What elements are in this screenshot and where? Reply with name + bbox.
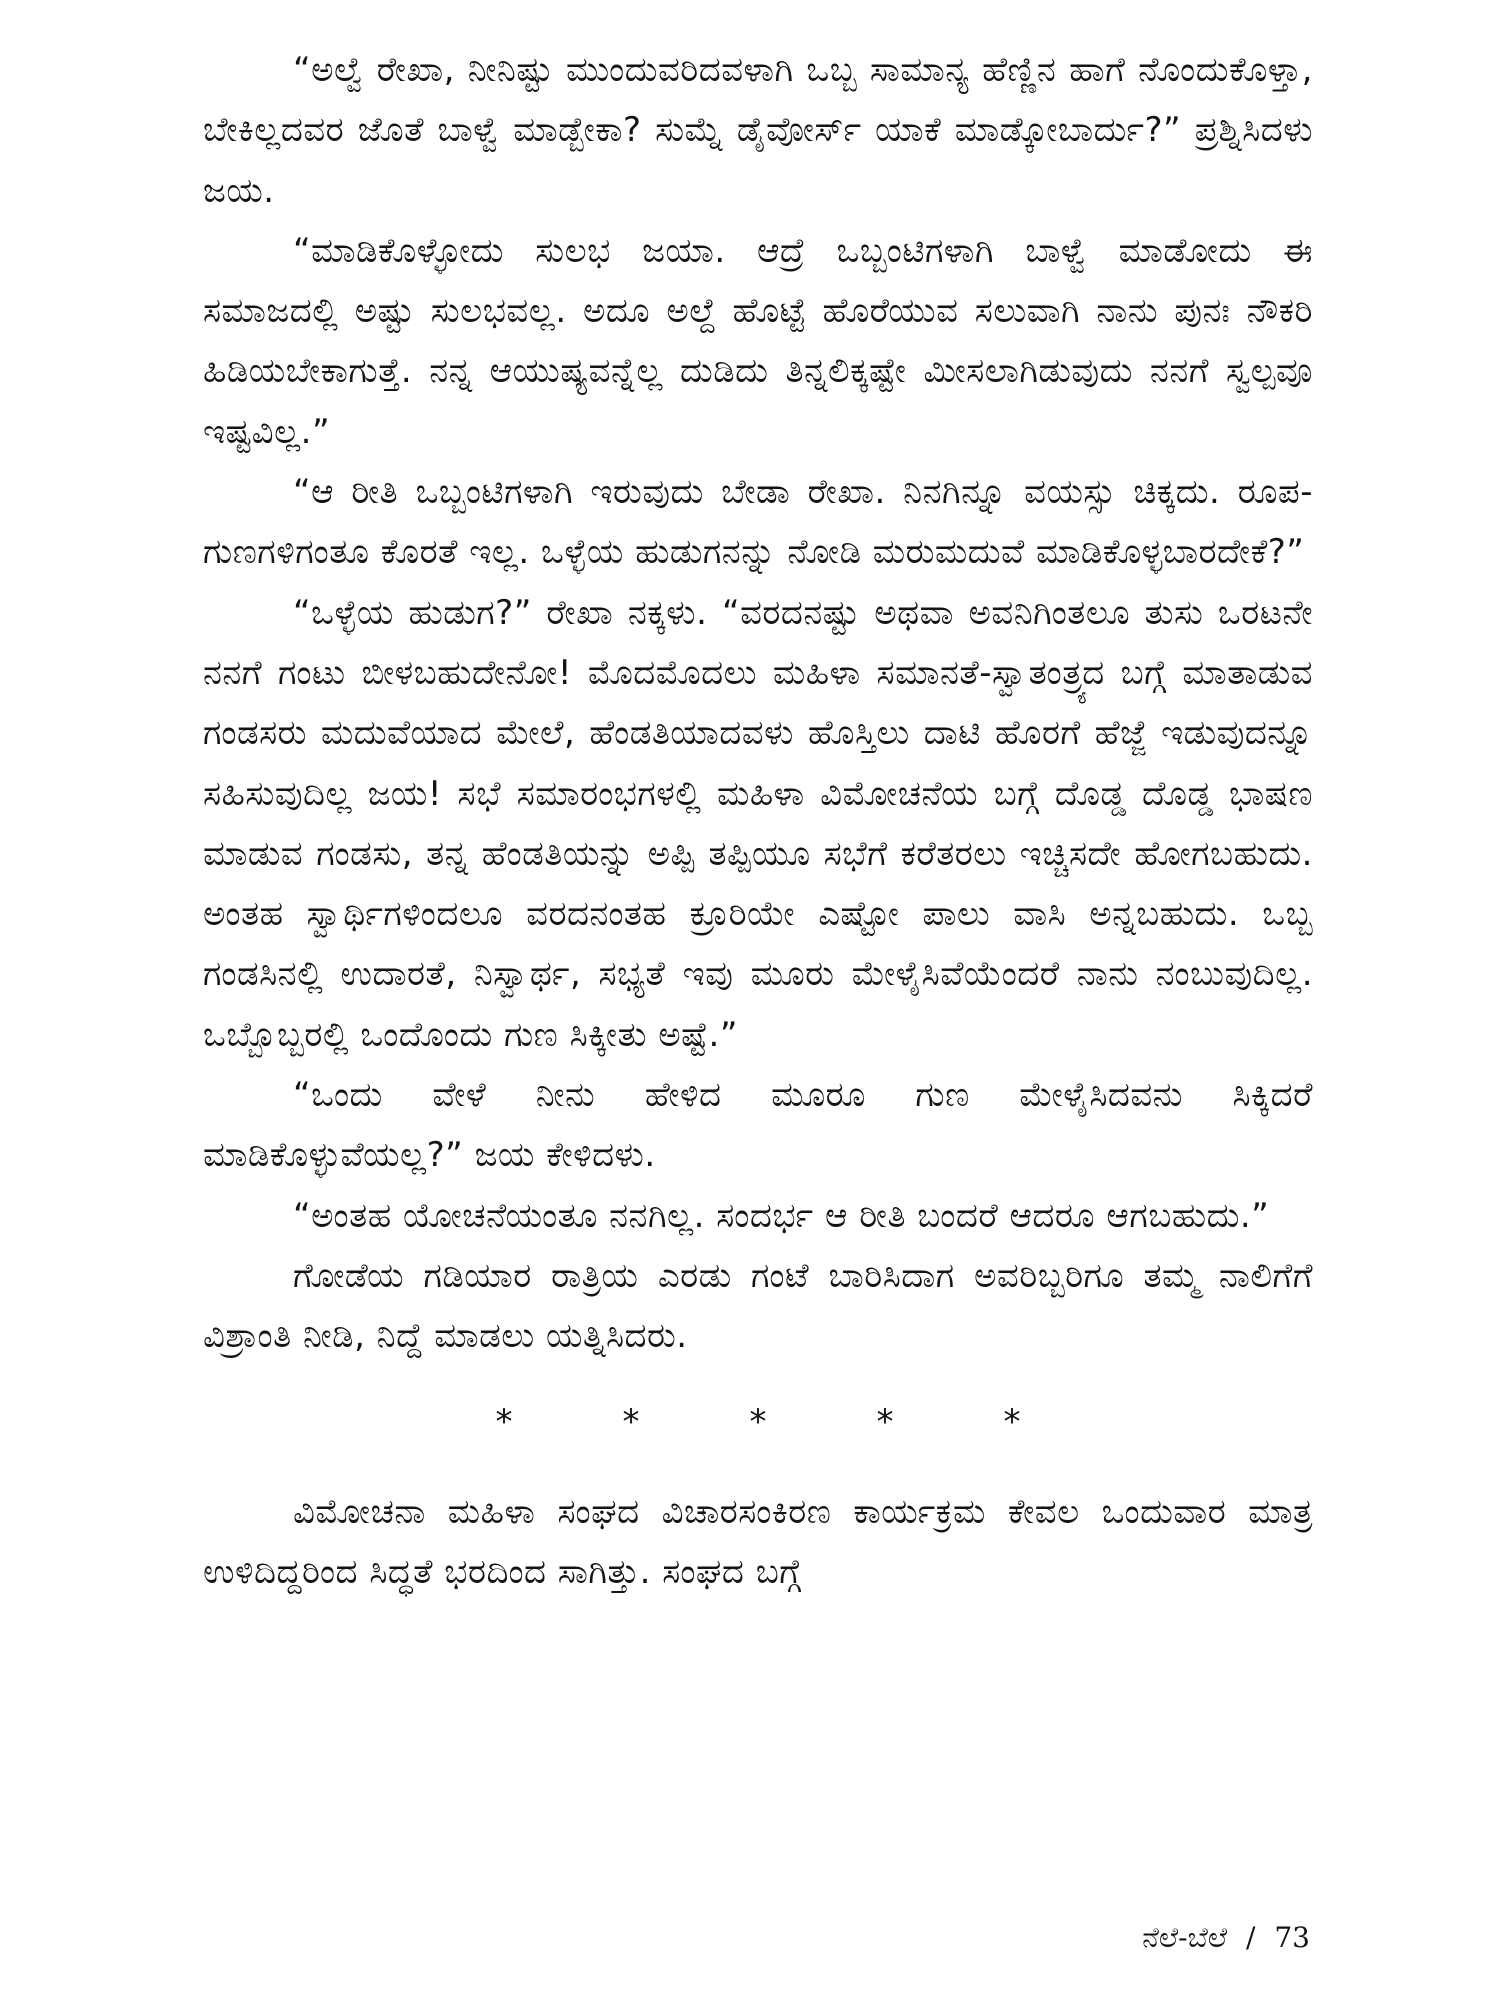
paragraph: “ಅಂತಹ ಯೋಚನೆಯಂತೂ ನನಗಿಲ್ಲ. ಸಂದರ್ಭ ಆ ರೀತಿ ಬಂದರೆ ಆದರೂ ಆಗಬಹುದು.” xyxy=(293,1195,1270,1236)
paragraph: “ಒಂದು ವೇಳೆ ನೀನು ಹೇಳಿದ ಮೂರೂ ಗುಣ ಮೇಳೈಸಿದವನು ಸಿಕ್ಕಿದರೆ ಮಾಡಿಕೊಳ್ಳುವೆಯಲ್ಲ?” ಜಯ ಕೇಳಿದಳು. xyxy=(203,1075,1313,1176)
paragraph: ಗೋಡೆಯ ಗಡಿಯಾರ ರಾತ್ರಿಯ ಎರಡು ಗಂಟೆ ಬಾರಿಸಿದಾಗ ಅವರಿಬ್ಬರಿಗೂ ತಮ್ಮ ನಾಲಿಗೆಗೆ ವಿಶ್ರಾಂತಿ ನೀಡಿ, ನಿದ್ದೆ ಮಾಡಲು ಯತ್ನಿಸಿದರು. xyxy=(203,1255,1313,1357)
separator-asterisk: * xyxy=(495,1401,513,1442)
separator-asterisk: * xyxy=(749,1401,767,1442)
page-number: 73 xyxy=(1274,1921,1310,1954)
paragraph: “ಒಳ್ಳೆಯ ಹುಡುಗ?” ರೇಖಾ ನಕ್ಕಳು. “ವರದನಷ್ಟು ಅಥವಾ ಅವನಿಗಿಂತಲೂ ತುಸು ಒರಟನೇ ನನಗೆ ಗಂಟು ಬೀಳಬಹುದೇನೋ! ಮೊದಮೊದಲು ಮಹಿಳಾ ಸಮಾನತೆ-ಸ್ವಾತಂತ್ರ್ಯದ ಬಗ್ಗೆ ಮಾತಾಡುವ ಗಂಡಸರು ಮದುವೆಯಾದ ಮೇಲೆ, ಹೆಂಡತಿಯಾದವಳು ಹೊಸ್ತಿಲು ದಾಟಿ ಹೊರಗೆ ಹೆಜ್ಜೆ ಇಡುವುದನ್ನೂ ಸಹಿಸುವುದಿಲ್ಲ ಜಯ! ಸಭೆ ಸಮಾರಂಭಗಳಲ್ಲಿ ಮಹಿಳಾ ವಿಮೋಚನೆಯ ಬಗ್ಗೆ ದೊಡ್ಡ ದೊಡ್ಡ ಭಾಷಣ ಮಾಡುವ ಗಂಡಸು, ತನ್ನ ಹೆಂಡತಿಯನ್ನು ಅಪ್ಪಿ ತಪ್ಪಿಯೂ ಸಭೆಗೆ ಕರೆತರಲು ಇಚ್ಚಿಸದೇ ಹೋಗಬಹುದು. ಅಂತಹ ಸ್ವಾರ್ಥಿಗಳಿಂದಲೂ ವರದನಂತಹ ಕ್ರೂರಿಯೇ ಎಷ್ಟೋ ಪಾಲು ವಾಸಿ ಅನ್ನಬಹುದು. ಒಬ್ಬ ಗಂಡಸಿನಲ್ಲಿ ಉದಾರತೆ, ನಿಸ್ವಾರ್ಥ, ಸಭ್ಯತೆ ಇವು ಮೂರು ಮೇಳೈಸಿವೆಯೆಂದರೆ ನಾನು ನಂಬುವುದಿಲ್ಲ. ಒಬ್ಬೊಬ್ಬರಲ್ಲಿ ಒಂದೊಂದು ಗುಣ ಸಿಕ್ಕೀತು ಅಷ್ಟೆ.” xyxy=(203,592,1313,1055)
paragraph: “ಅಲ್ವೆ ರೇಖಾ, ನೀನಿಷ್ಟು ಮುಂದುವರಿದವಳಾಗಿ ಒಬ್ಬ ಸಾಮಾನ್ಯ ಹೆಣ್ಣಿನ ಹಾಗೆ ನೊಂದುಕೊಳ್ತಾ, ಬೇಕಿಲ್ಲದವರ ಜೊತೆ ಬಾಳ್ವೆ ಮಾಡ್ಬೇಕಾ? ಸುಮ್ನೆ ಡೈವೋರ್ಸ್ ಯಾಕೆ ಮಾಡ್ಕೋಬಾರ್ದು?” ಪ್ರಶ್ನಿಸಿದಳು ಜಯ. xyxy=(203,50,1313,211)
separator-asterisk: * xyxy=(1003,1401,1021,1442)
paragraph: “ಮಾಡಿಕೊಳ್ಳೋದು ಸುಲಭ ಜಯಾ. ಆದ್ರೆ ಒಬ್ಬಂಟಿಗಳಾಗಿ ಬಾಳ್ವೆ ಮಾಡೋದು ಈ ಸಮಾಜದಲ್ಲಿ ಅಷ್ಟು ಸುಲಭವಲ್ಲ. ಅದೂ ಅಲ್ದೆ ಹೊಟ್ಟೆ ಹೊರೆಯುವ ಸಲುವಾಗಿ ನಾನು ಪುನಃ ನೌಕರಿ ಹಿಡಿಯಬೇಕಾಗುತ್ತೆ. ನನ್ನ ಆಯುಷ್ಯವನ್ನೆಲ್ಲ ದುಡಿದು ತಿನ್ನಲಿಕ್ಕಷ್ಟೇ ಮೀಸಲಾಗಿಡುವುದು ನನಗೆ ಸ್ವಲ್ಪವೂ ಇಷ್ಟವಿಲ್ಲ.” xyxy=(203,230,1313,452)
section-separator xyxy=(203,1392,1313,1452)
paragraph: “ಆ ರೀತಿ ಒಬ್ಬಂಟಿಗಳಾಗಿ ಇರುವುದು ಬೇಡಾ ರೇಖಾ. ನಿನಗಿನ್ನೂ ವಯಸ್ಸು ಚಿಕ್ಕದು. ರೂಪ-ಗುಣಗಳಿಗಂತೂ ಕೊರತೆ ಇಲ್ಲ. ಒಳ್ಳೆಯ ಹುಡುಗನನ್ನು ನೋಡಿ ಮರುಮದುವೆ ಮಾಡಿಕೊಳ್ಳಬಾರದೇಕೆ?” xyxy=(203,472,1313,573)
page-footer xyxy=(1142,1921,1310,1955)
book-title: ನೆಲೆ-ಬೆಲೆ xyxy=(1142,1921,1228,1954)
paragraph: ವಿಮೋಚನಾ ಮಹಿಳಾ ಸಂಘದ ವಿಚಾರಸಂಕಿರಣ ಕಾರ್ಯಕ್ರಮ ಕೇವಲ ಒಂದುವಾರ ಮಾತ್ರ ಉಳಿದಿದ್ದರಿಂದ ಸಿದ್ಧತೆ ಭರದಿಂದ ಸಾಗಿತ್ತು. ಸಂಘದ ಬಗ್ಗೆ xyxy=(203,1491,1313,1592)
footer-separator: / xyxy=(1246,1921,1256,1954)
page-body xyxy=(203,40,1313,1602)
separator-asterisk: * xyxy=(876,1401,894,1442)
separator-asterisk: * xyxy=(622,1401,640,1442)
